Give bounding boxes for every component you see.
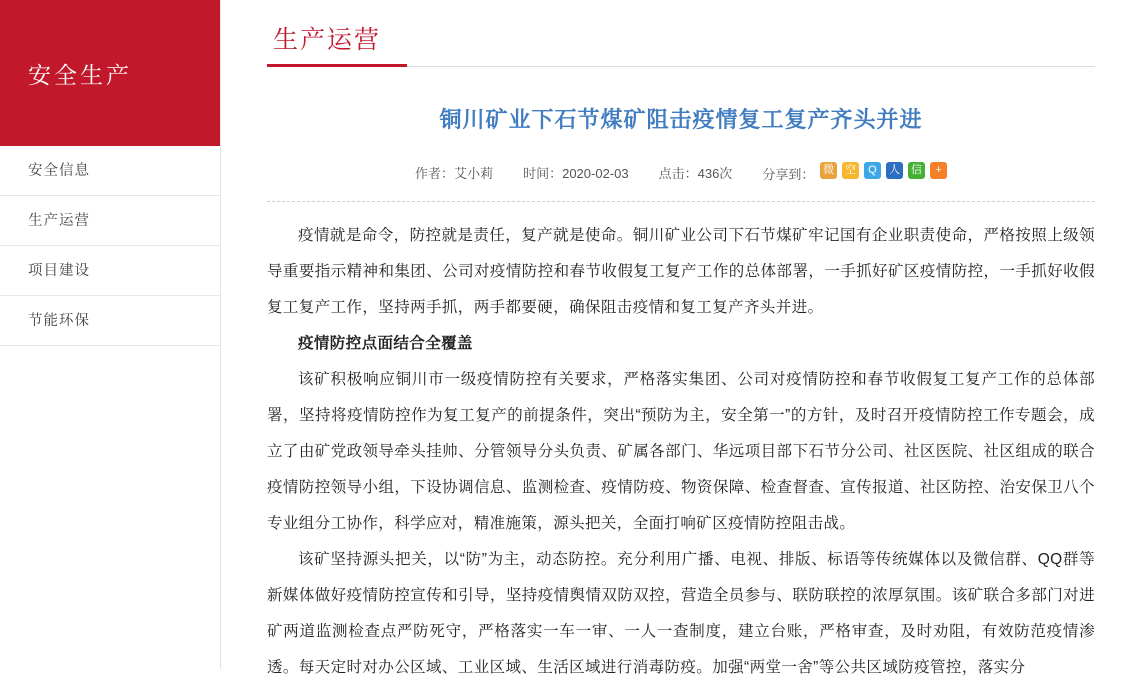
meta-author-value: 艾小莉 (454, 165, 494, 181)
sidebar-item-energy-environment[interactable]: 节能环保 (0, 296, 220, 346)
qzone-icon[interactable] (842, 162, 859, 179)
qq-icon[interactable] (864, 162, 881, 179)
sidebar-item-project-construction[interactable]: 项目建设 (0, 246, 220, 296)
section-header (267, 14, 1095, 67)
section-title-underline (267, 64, 407, 67)
more-share-icon-glyph: + (935, 163, 942, 176)
article-body (267, 218, 1095, 686)
meta-clicks (659, 163, 733, 182)
meta-author-label: 作者： (415, 165, 455, 181)
sidebar-item-safety-info[interactable]: 安全信息 (0, 146, 220, 196)
more-share-icon[interactable] (930, 162, 947, 179)
wechat-icon[interactable] (908, 162, 925, 179)
article-paragraph: 该矿积极响应铜川市一级疫情防控有关要求，严格落实集团、公司对疫情防控和春节收假复工复产工作的总体部署，坚持将疫情防控作为复工复产的前提条件，突出“预防为主，安全第一”的方针，及时召开疫情防控工作专题会，成立了由矿党政领导牵头挂帅、分管领导分头负责、矿属各部门、华远项目部下石节分公司、社区医院、社区组成的联合疫情防控领导小组，下设协调信息、监测检查、疫情防疫、物资保障、检查督查、宣传报道、社区防控、治安保卫八个专业组分工协作，科学应对，精准施策，源头把关，全面打响矿区疫情防控阻击战。 (267, 370, 1095, 532)
article-paragraph: 疫情就是命令，防控就是责任，复产就是使命。铜川矿业公司下石节煤矿牢记国有企业职责使命，严格按照上级领导重要指示精神和集团、公司对疫情防控和春节收假复工复产工作的总体部署，一手抓好矿区疫情防控，一手抓好收假复工复产工作，坚持两手抓，两手都要硬，确保阻击疫情和复工复产齐头并进。 (267, 226, 1095, 316)
sidebar-item-production-operations[interactable]: 生产运营 (0, 196, 220, 246)
meta-clicks-value: 436次 (697, 165, 733, 181)
renren-icon-glyph: 人 (888, 163, 900, 176)
main-content (221, 0, 1133, 676)
sina-weibo-icon-glyph: 微 (822, 163, 834, 176)
meta-clicks-label: 点击： (658, 165, 698, 181)
qzone-icon-glyph: 空 (844, 163, 856, 176)
wechat-icon-glyph: 信 (910, 163, 922, 176)
page-title: 生产运营 (273, 26, 382, 54)
article-paragraph: 该矿坚持源头把关，以“防”为主，动态防控。充分利用广播、电视、排版、标语等传统媒体以及微信群、QQ群等新媒体做好疫情防控宣传和引导，坚持疫情舆情双防双控，营造全员参与、联防联控的浓厚氛围。该矿联合多部门对进矿两道监测检查点严防死守，严格落实一车一审、一人一查制度，建立台账，严格审查，及时劝阻，有效防范疫情渗透。每天定时对办公区域、工业区域、生活区域进行消毒防疫。加强“两堂一舍”等公共区域防疫管控，落实分 (267, 550, 1095, 676)
article-title: 铜川矿业下石节煤矿阻击疫情复工复产齐头并进 (439, 107, 923, 132)
sidebar-header (0, 0, 220, 146)
meta-divider (267, 201, 1095, 202)
qq-icon-glyph: Q (868, 163, 877, 176)
meta-time-value: 2020-02-03 (562, 165, 629, 181)
sidebar (0, 0, 221, 669)
meta-time (523, 163, 629, 182)
sina-weibo-icon[interactable] (820, 162, 837, 179)
renren-icon[interactable] (886, 162, 903, 179)
meta-author (415, 163, 493, 182)
share-block (762, 162, 947, 183)
share-label: 分享到： (762, 166, 815, 182)
sidebar-header-title: 安全生产 (28, 61, 132, 88)
meta-time-label: 时间： (523, 165, 563, 181)
article-subheading: 疫情防控点面结合全覆盖 (298, 334, 473, 352)
share-icon-list (820, 162, 947, 179)
article-meta (267, 162, 1095, 183)
sidebar-menu (0, 146, 220, 346)
